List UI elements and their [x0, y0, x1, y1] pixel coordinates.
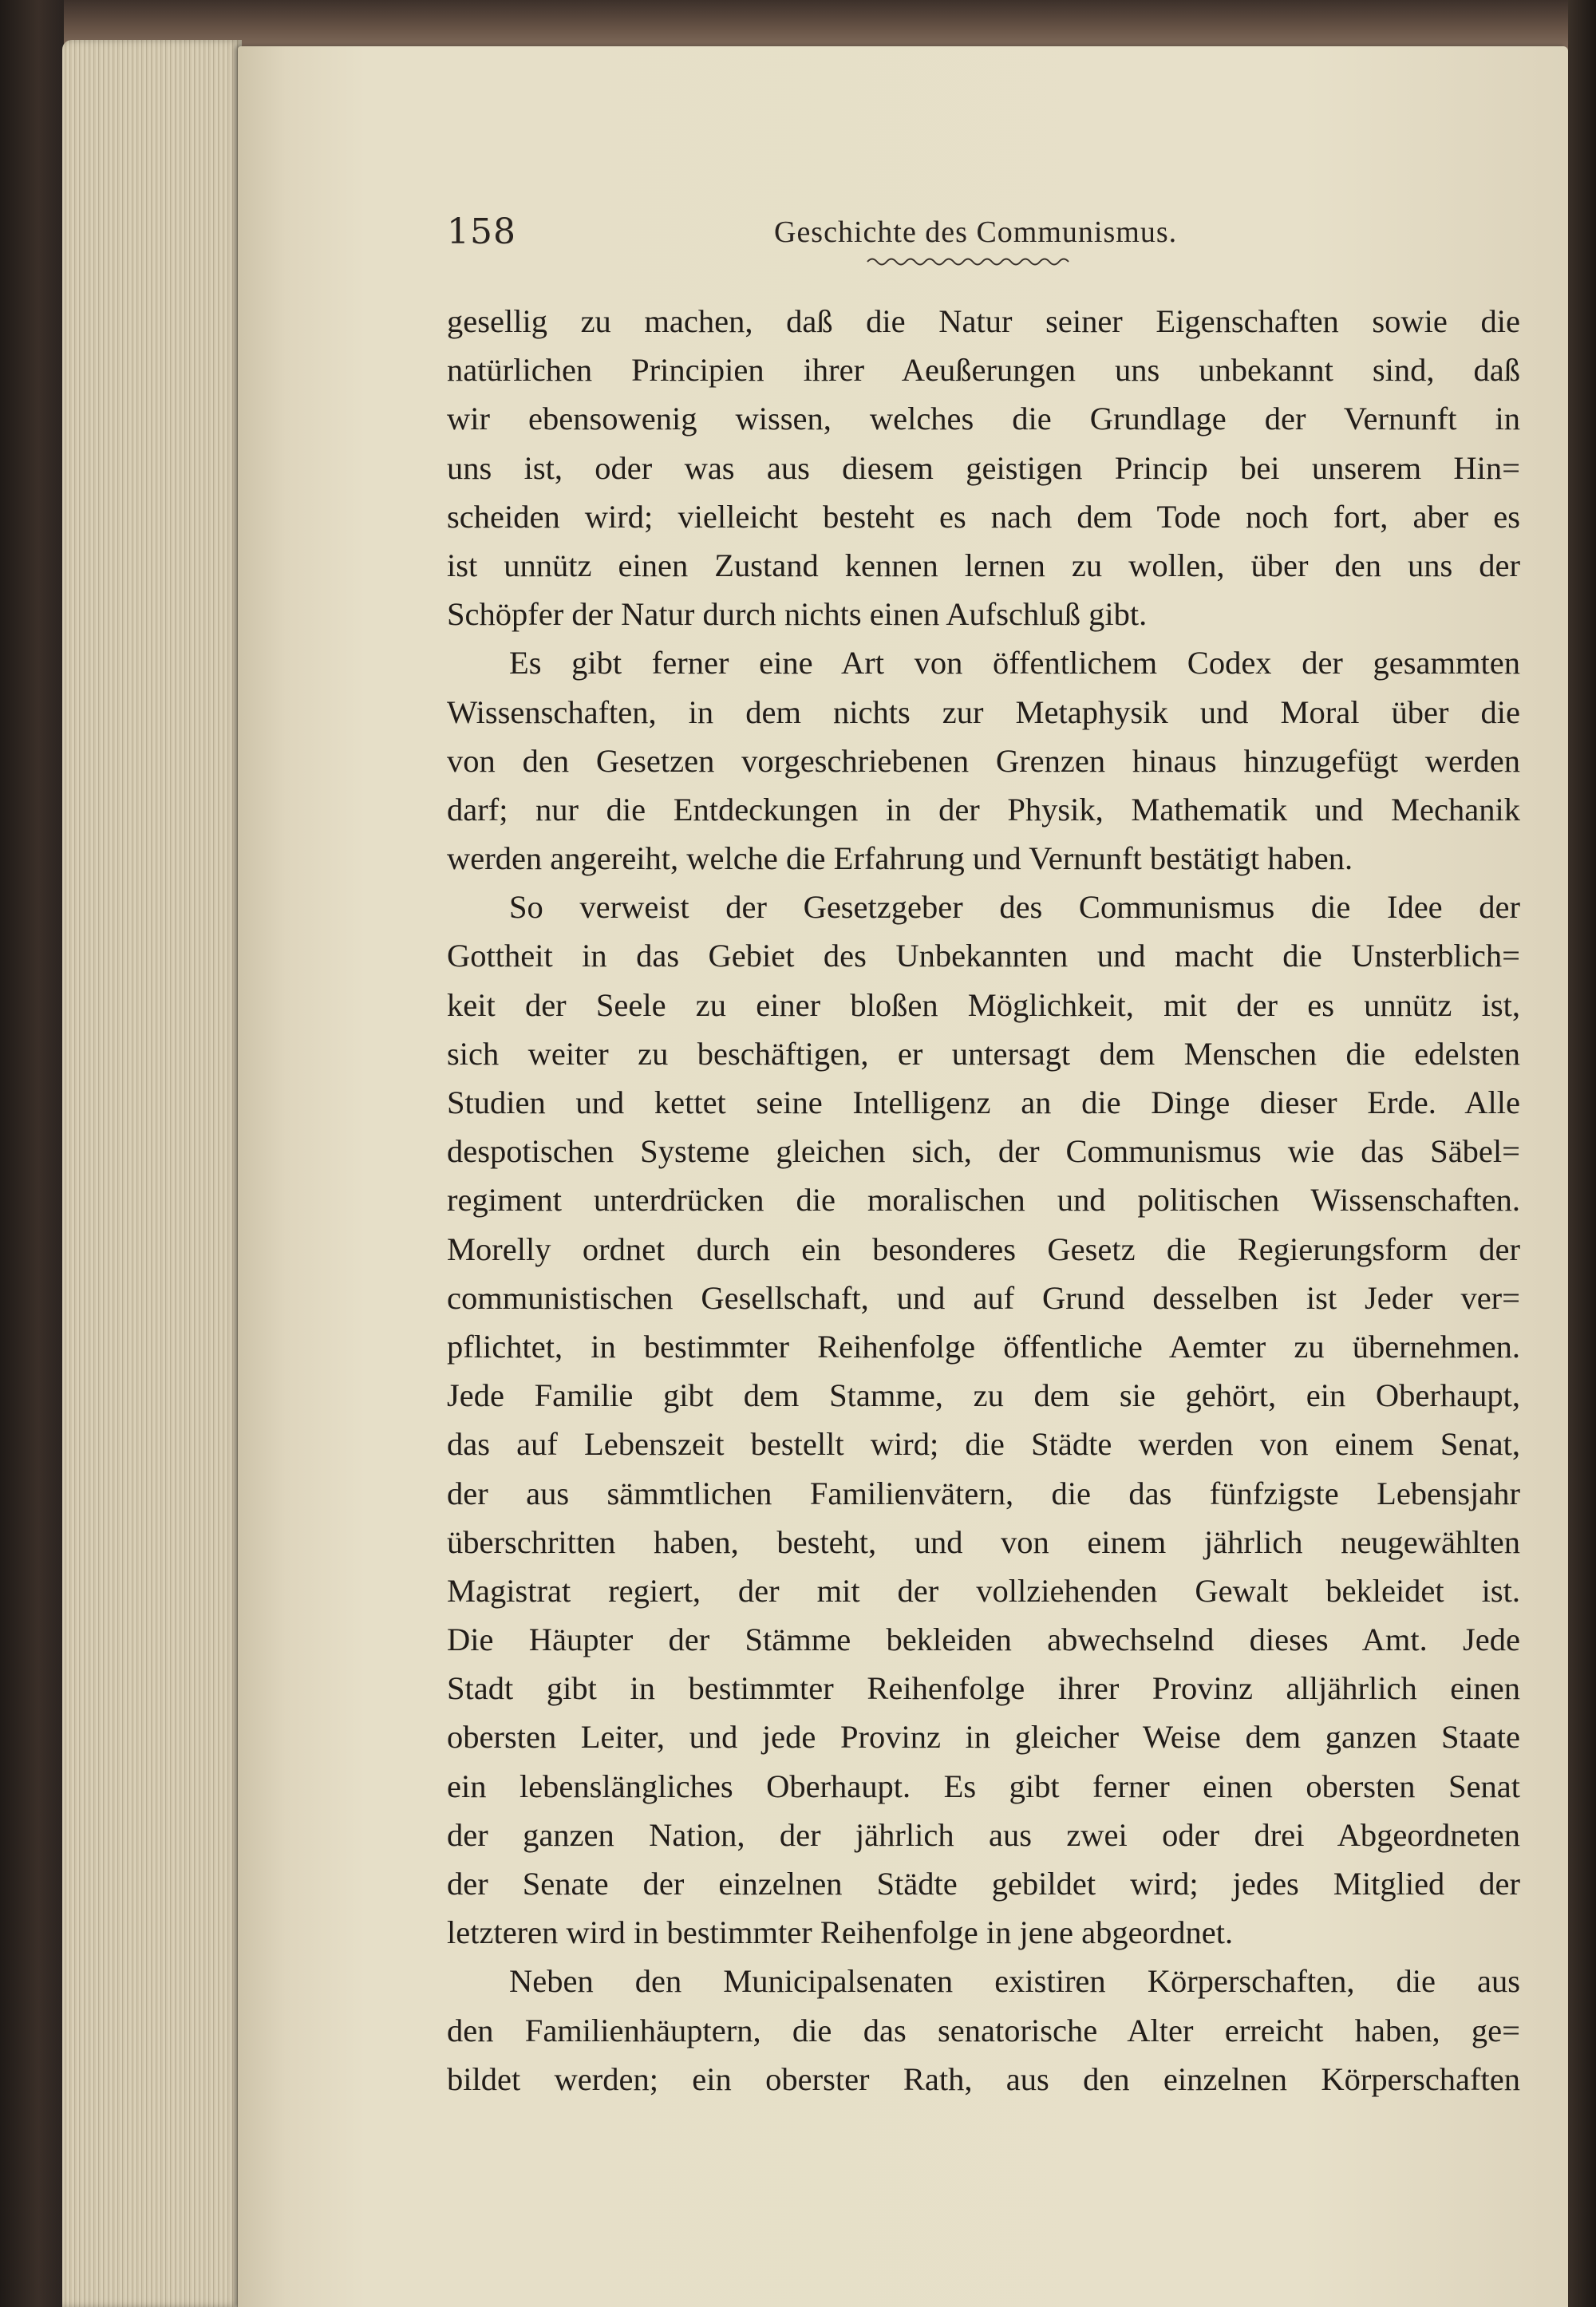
text-line: darf; nur die Entdeckungen in der Physik, Mathematik und Mechanik: [447, 791, 1520, 828]
wavy-rule-ornament: [866, 254, 1073, 270]
page-number: 158: [447, 211, 516, 252]
text-line: ist unnütz einen Zustand kennen lernen zu wollen, über den uns der: [447, 547, 1520, 583]
text-line: Jede Familie gibt dem Stamme, zu dem sie gehört, ein Oberhaupt,: [447, 1377, 1520, 1414]
body-text: [447, 297, 1520, 2104]
text-line: der aus sämmtlichen Familienvätern, die das fünfzigste Lebensjahr: [447, 1475, 1520, 1511]
text-line: Morelly ordnet durch ein besonderes Gesetz die Regierungsform der: [447, 1231, 1520, 1267]
text-line: communistischen Gesellschaft, und auf Grund desselben ist Jeder ver=: [447, 1279, 1520, 1316]
text-line: sich weiter zu beschäftigen, er untersagt dem Menschen die edelsten: [447, 1035, 1520, 1072]
text-line: uns ist, oder was aus diesem geistigen Princip bei unserem Hin=: [447, 449, 1520, 486]
text-line: werden angereiht, welche die Erfahrung und Vernunft bestätigt haben.: [447, 840, 1353, 877]
text-line: pflichtet, in bestimmter Reihenfolge öffentliche Aemter zu übernehmen.: [447, 1328, 1520, 1365]
text-line: obersten Leiter, und jede Provinz in gleicher Weise dem ganzen Staate: [447, 1719, 1520, 1756]
running-title: Geschichte des Communismus.: [774, 215, 1178, 249]
text-line: der Senate der einzelnen Städte gebildet wird; jedes Mitglied der: [447, 1866, 1520, 1902]
book-cover-right: [1568, 0, 1596, 2307]
text-line: überschritten haben, besteht, und von einem jährlich neugewählten: [447, 1523, 1520, 1560]
text-line: regiment unterdrücken die moralischen und politischen Wissenschaften.: [447, 1182, 1520, 1219]
text-line: wir ebensowenig wissen, welches die Grundlage der Vernunft in: [447, 401, 1520, 437]
text-line: Magistrat regiert, der mit der vollziehenden Gewalt bekleidet ist.: [447, 1572, 1520, 1609]
text-line: Studien und kettet seine Intelligenz an die Dinge dieser Erde. Alle: [447, 1084, 1520, 1120]
text-line: bildet werden; ein oberster Rath, aus den einzelnen Körperschaften: [447, 2060, 1520, 2097]
text-line: Wissenschaften, in dem nichts zur Metaphysik und Moral über die: [447, 693, 1520, 730]
text-line: den Familienhäuptern, die das senatorische Alter erreicht haben, ge=: [447, 2012, 1520, 2048]
text-line: letzteren wird in bestimmter Reihenfolge in jene abgeordnet.: [447, 1914, 1234, 1951]
text-line: Es gibt ferner eine Art von öffentlichem Codex der gesammten: [509, 645, 1520, 681]
text-line: von den Gesetzen vorgeschriebenen Grenzen hinaus hinzugefügt werden: [447, 742, 1520, 779]
text-line: keit der Seele zu einer bloßen Möglichkeit, mit der es unnütz ist,: [447, 986, 1520, 1023]
text-line: So verweist der Gesetzgeber des Communismus die Idee der: [509, 889, 1520, 926]
text-line: das auf Lebenszeit bestellt wird; die Städte werden von einem Senat,: [447, 1426, 1520, 1463]
text-line: scheiden wird; vielleicht besteht es nach dem Tode noch fort, aber es: [447, 498, 1520, 535]
book-cover-left: [0, 0, 64, 2307]
text-line: ein lebenslängliches Oberhaupt. Es gibt ferner einen obersten Senat: [447, 1768, 1520, 1804]
text-line: Gottheit in das Gebiet des Unbekannten und macht die Unsterblich=: [447, 938, 1520, 974]
text-line: der ganzen Nation, der jährlich aus zwei oder drei Abgeordneten: [447, 1816, 1520, 1853]
page-stack: [62, 40, 242, 2307]
text-line: Neben den Municipalsenaten existiren Körperschaften, die aus: [509, 1963, 1520, 2000]
text-line: natürlichen Principien ihrer Aeußerungen uns unbekannt sind, daß: [447, 352, 1520, 389]
text-line: gesellig zu machen, daß die Natur seiner Eigenschaften sowie die: [447, 303, 1520, 339]
text-line: Stadt gibt in bestimmter Reihenfolge ihrer Provinz alljährlich einen: [447, 1670, 1520, 1707]
text-line: Die Häupter der Stämme bekleiden abwechselnd dieses Amt. Jede: [447, 1622, 1520, 1658]
text-line: despotischen Systeme gleichen sich, der Communismus wie das Säbel=: [447, 1133, 1520, 1170]
text-line: Schöpfer der Natur durch nichts einen Aufschluß gibt.: [447, 596, 1148, 633]
